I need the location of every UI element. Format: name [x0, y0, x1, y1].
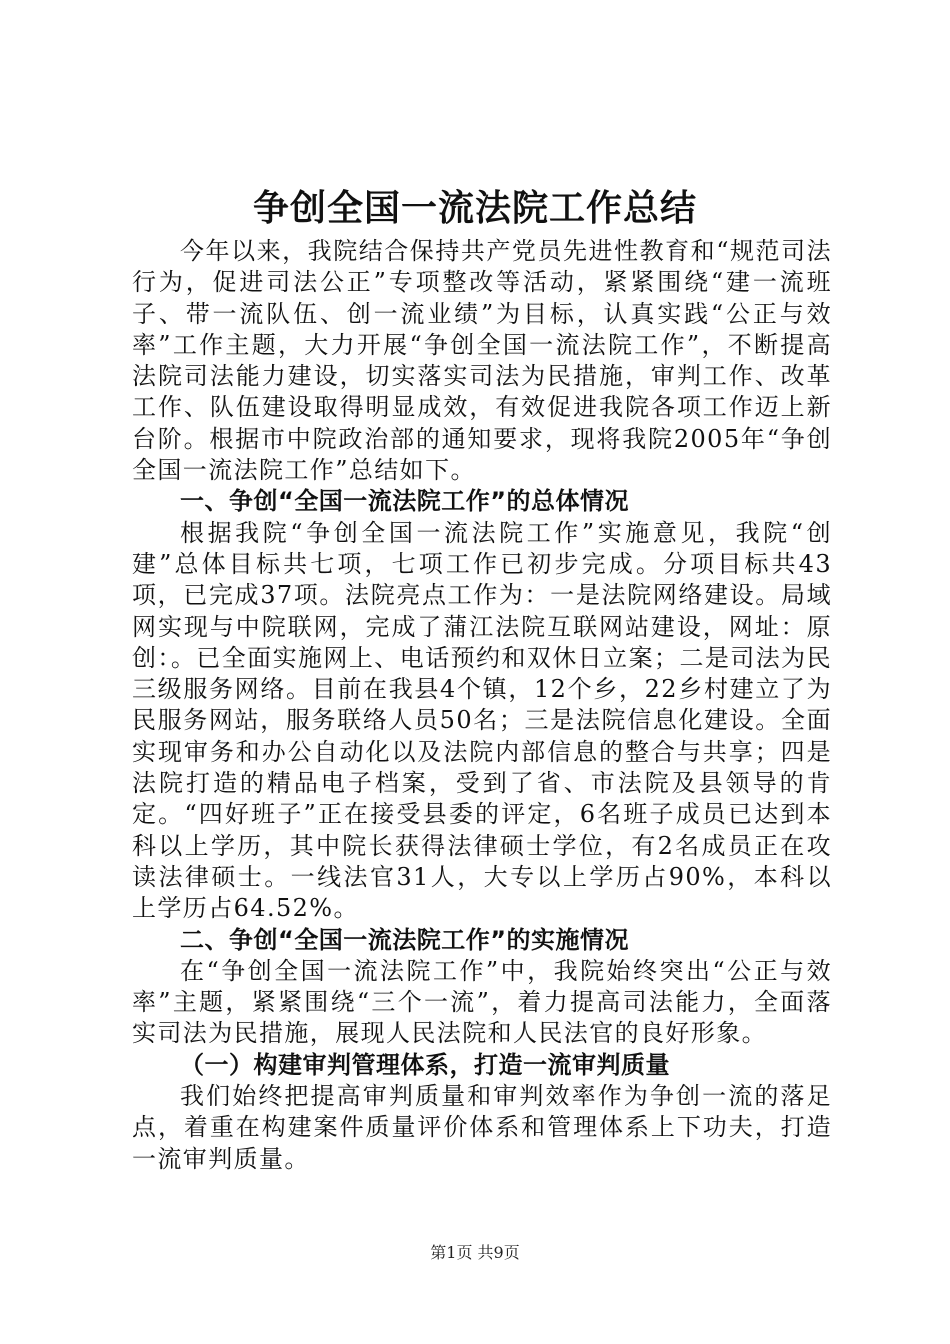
section-heading-1: 一、争创“全国一流法院工作”的总体情况 — [180, 487, 630, 516]
document-body — [132, 236, 832, 1175]
paragraph-overall: 根据我院“争创全国一流法院工作”实施意见，我院“创建”总体目标共七项，七项工作已初步完成。分项目标共43项，已完成37项。法院亮点工作为：一是法院网络建设。局域网实现与中院联网，完成了蒲江法院互联网站建设，网址：原创：。已全面实施网上、电话预约和双休日立案；二是司法为民三级服务网络。目前在我县4个镇，12个乡，22乡村建立了为民服务网站，服务联络人员50名；三是法院信息化建设。全面实现审务和办公自动化以及法院内部信息的整合与共享；四是法院打造的精品电子档案，受到了省、市法院及县领导的肯定。“四好班子”正在接受县委的评定，6名班子成员已达到本科以上学历，其中院长获得法律硕士学位，有2名成员正在攻读法律硕士。一线法官31人，大专以上学历占90%，本科以上学历占64.52%。 — [132, 518, 832, 923]
page-footer: 第1页 共9页 — [430, 1243, 520, 1262]
paragraph-quality: 我们始终把提高审判质量和审判效率作为争创一流的落足点，着重在构建案件质量评价体系和管理体系上下功夫，打造一流审判质量。 — [132, 1082, 832, 1173]
paragraph-intro: 今年以来，我院结合保持共产党员先进性教育和“规范司法行为，促进司法公正”专项整改等活动，紧紧围绕“建一流班子、带一流队伍、创一流业绩”为目标，认真实践“公正与效率”工作主题，大力开展“争创全国一流法院工作”，不断提高法院司法能力建设，切实落实司法为民措施，审判工作、改革工作、队伍建设取得明显成效，有效促进我院各项工作迈上新台阶。根据市中院政治部的通知要求，现将我院2005年“争创全国一流法院工作”总结如下。 — [132, 237, 832, 485]
document-title: 争创全国一流法院工作总结 — [252, 188, 697, 229]
subsection-heading-1: （一）构建审判管理体系，打造一流审判质量 — [180, 1050, 670, 1079]
section-heading-2: 二、争创“全国一流法院工作”的实施情况 — [180, 925, 630, 954]
paragraph-implementation: 在“争创全国一流法院工作”中，我院始终突出“公正与效率”主题，紧紧围绕“三个一流”，着力提高司法能力，全面落实司法为民措施，展现人民法院和人民法官的良好形象。 — [132, 956, 832, 1048]
